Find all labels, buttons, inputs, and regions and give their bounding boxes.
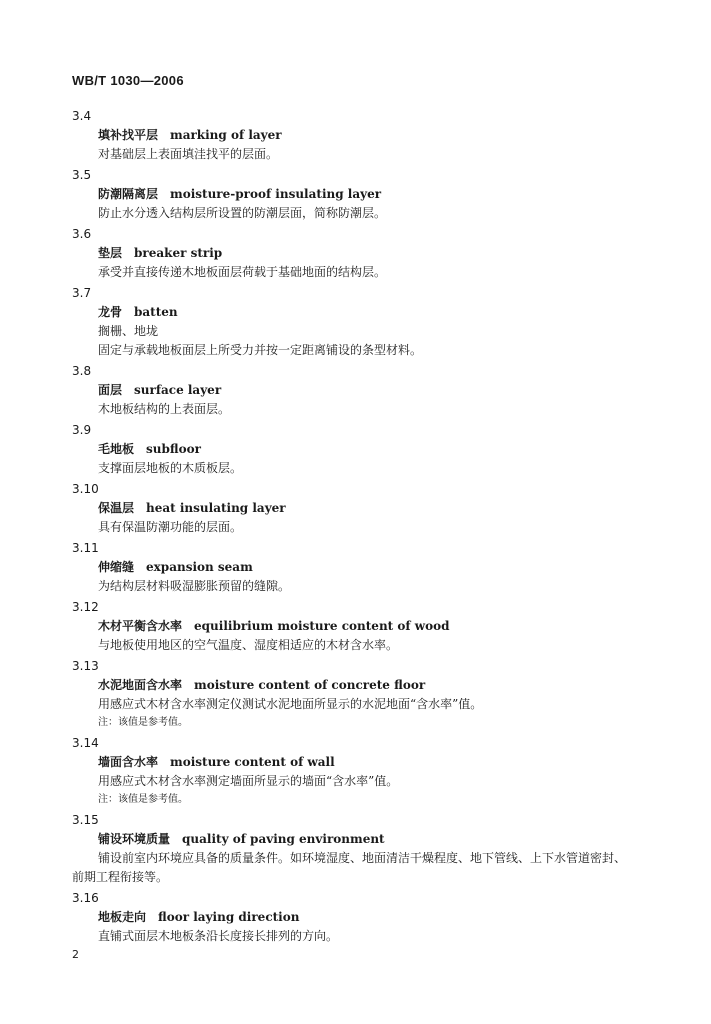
clause-number: 3.14 [72, 736, 99, 750]
term-heading [98, 908, 662, 927]
term-definition: 用感应式木材含水率测定墙面所显示的墙面“含水率”值。 [98, 774, 399, 788]
term-chinese: 面层 [98, 383, 123, 397]
term-chinese: 地板走向 [98, 910, 147, 924]
term-definition: 为结构层材料吸湿膨胀预留的缝隙。 [98, 579, 291, 593]
term-heading [98, 244, 662, 263]
clause-number: 3.8 [72, 364, 92, 378]
term-definition: 固定与承载地板面层上所受力并按一定距离铺设的条型材料。 [98, 343, 423, 357]
term-english: expansion seam [146, 560, 253, 574]
term-definition: 木地板结构的上表面层。 [98, 402, 231, 416]
term-heading [98, 440, 662, 459]
term-entry [72, 888, 662, 946]
term-entry [72, 733, 662, 809]
term-entry [72, 106, 662, 164]
term-definition-continued: 前期工程衔接等。 [72, 870, 169, 884]
term-heading [98, 753, 662, 772]
term-definition: 直铺式面层木地板条沿长度接长排列的方向。 [98, 929, 339, 943]
term-heading [98, 499, 662, 518]
term-entry [72, 810, 662, 887]
term-entry [72, 283, 662, 360]
term-chinese: 木材平衡含水率 [98, 619, 183, 633]
term-heading [98, 558, 662, 577]
term-entries [72, 105, 662, 946]
clause-number: 3.15 [72, 813, 99, 827]
term-english: batten [134, 305, 178, 319]
term-english: moisture content of concrete floor [194, 678, 426, 692]
term-entry [72, 479, 662, 537]
term-chinese: 保温层 [98, 501, 135, 515]
term-english: heat insulating layer [146, 501, 286, 515]
clause-number: 3.12 [72, 600, 99, 614]
document-header: WB/T 1030—2006 [72, 73, 184, 88]
term-english: moisture content of wall [170, 755, 335, 769]
term-english: marking of layer [170, 128, 282, 142]
term-entry [72, 224, 662, 282]
term-entry [72, 361, 662, 419]
term-chinese: 龙骨 [98, 305, 123, 319]
term-chinese: 毛地板 [98, 442, 135, 456]
term-entry [72, 597, 662, 655]
term-english: surface layer [134, 383, 222, 397]
term-heading [98, 185, 662, 204]
term-entry [72, 538, 662, 596]
term-chinese: 墙面含水率 [98, 755, 159, 769]
term-definition: 搁栅、地垅 [98, 324, 159, 338]
term-heading [98, 381, 662, 400]
term-english: breaker strip [134, 246, 223, 260]
term-chinese: 填补找平层 [98, 128, 159, 142]
clause-number: 3.16 [72, 891, 99, 905]
term-english: floor laying direction [158, 910, 300, 924]
term-heading [98, 617, 662, 636]
clause-number: 3.9 [72, 423, 92, 437]
term-definition: 支撑面层地板的木质板层。 [98, 461, 243, 475]
clause-number: 3.4 [72, 109, 92, 123]
term-english: moisture-proof insulating layer [170, 187, 382, 201]
clause-number: 3.7 [72, 286, 92, 300]
term-chinese: 铺设环境质量 [98, 832, 171, 846]
term-entry [72, 165, 662, 223]
term-heading [98, 126, 662, 145]
term-english: equilibrium moisture content of wood [194, 619, 450, 633]
term-chinese: 水泥地面含水率 [98, 678, 183, 692]
term-heading [98, 830, 662, 849]
term-heading [98, 676, 662, 695]
term-chinese: 防潮隔离层 [98, 187, 159, 201]
term-note: 注：该值是参考值。 [98, 717, 188, 728]
term-chinese: 伸缩缝 [98, 560, 135, 574]
term-english: subfloor [146, 442, 201, 456]
term-entry [72, 420, 662, 478]
term-note: 注：该值是参考值。 [98, 794, 188, 805]
clause-number: 3.11 [72, 541, 99, 555]
term-english: quality of paving environment [182, 832, 385, 846]
page-number: 2 [72, 948, 79, 961]
term-definition: 防止水分透入结构层所设置的防潮层面，简称防潮层。 [98, 206, 387, 220]
clause-number: 3.10 [72, 482, 99, 496]
clause-number: 3.13 [72, 659, 99, 673]
term-definition: 用感应式木材含水率测定仪测试水泥地面所显示的水泥地面“含水率”值。 [98, 697, 483, 711]
term-definition: 铺设前室内环境应具备的质量条件。如环境湿度、地面清洁干燥程度、地下管线、上下水管道密封、 [98, 851, 627, 865]
term-definition: 对基础层上表面填洼找平的层面。 [98, 147, 279, 161]
clause-number: 3.5 [72, 168, 92, 182]
term-entry [72, 656, 662, 732]
clause-number: 3.6 [72, 227, 92, 241]
term-definition: 具有保温防潮功能的层面。 [98, 520, 243, 534]
term-heading [98, 303, 662, 322]
term-chinese: 垫层 [98, 246, 123, 260]
term-definition: 与地板使用地区的空气温度、湿度相适应的木材含水率。 [98, 638, 399, 652]
term-definition: 承受并直接传递木地板面层荷载于基础地面的结构层。 [98, 265, 387, 279]
